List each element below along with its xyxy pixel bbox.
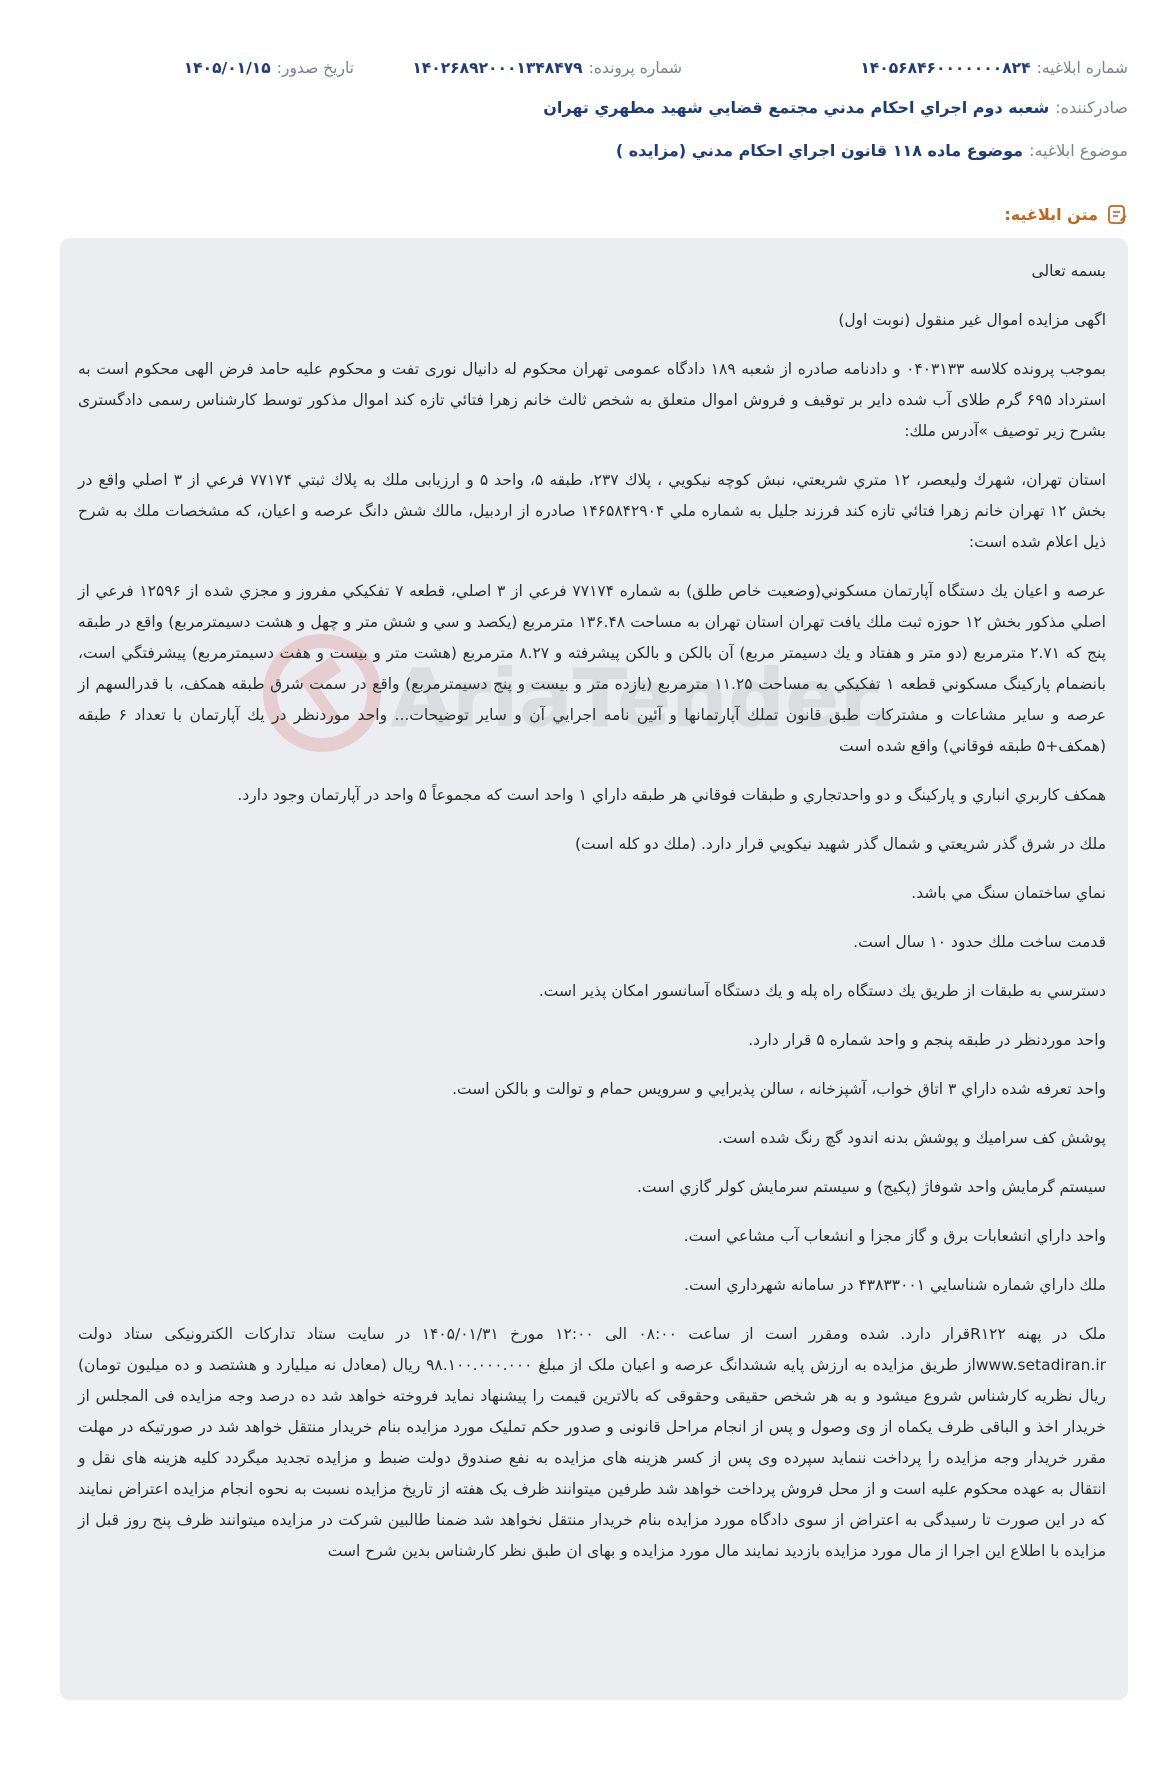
issuer-line <box>46 98 1128 117</box>
subject-value: موضوع ماده ۱۱۸ قانون اجراي احكام مدني (مزايده ) <box>615 141 1024 160</box>
paragraph: قدمت ساخت ملك حدود ۱۰ سال است. <box>853 933 1106 951</box>
document-icon <box>1106 203 1128 225</box>
notice-text-heading <box>1004 200 1128 228</box>
paragraph: بسمه تعالی <box>1031 262 1106 280</box>
paragraph: پوشش كف سراميك و پوشش بدنه اندود گچ رنگ شده است. <box>717 1129 1106 1147</box>
paragraph: سيستم گرمايش واحد شوفاژ (پكيج) و سيستم سرمايش كولر گازي است. <box>637 1178 1106 1196</box>
subject-line <box>46 141 1128 160</box>
notice-number-value: ۱۴۰۵۶۸۴۶۰۰۰۰۰۰۰۸۲۴ <box>860 59 1031 77</box>
paragraph: واحد داراي انشعابات برق و گاز مجزا و انشعاب آب مشاعي است. <box>683 1227 1106 1245</box>
watermark-text: AriaTender. <box>390 652 898 745</box>
notice-text-panel <box>60 238 1128 1700</box>
paragraph: واحد تعرفه شده داراي ۳ اتاق خواب، آشپزخانه ، سالن پذيرايي و سرويس حمام و توالت و بالكن است. <box>452 1080 1106 1098</box>
paragraph: استان تهران، شهرك وليعصر، ۱۲ متري شريعتي، نبش كوچه نيكويي ، پلاك ۲۳۷، طبقه ۵، واحد ۵ و ارزیابی ملك به پلاك ثبتي ۷۷۱۷۴ فرعي از ۳ اصلي واقع در بخش ۱۲ تهران خانم زهرا فتائي تازه كند فرزند جليل به شماره ملي ۱۴۶۵۸۴۲۹۰۴ صادره از اردبيل، مالك شش دانگ عرصه و اعيان، كه مشخصات ملك به شرح ذيل اعلام شده است: <box>78 471 1107 551</box>
paragraph: ملك در شرق گذر شريعتي و شمال گذر شهيد نيكويي قرار دارد. (ملك دو كله است) <box>574 835 1106 853</box>
issue-date <box>184 59 354 77</box>
paragraph: نماي ساختمان سنگ مي باشد. <box>911 884 1106 902</box>
paragraph: ملک در پهنه R۱۲۲قرار دارد. شده ومقرر است از ساعت ۰۸:۰۰ الی ۱۲:۰۰ مورخ ۱۴۰۵/۰۱/۳۱ در سایت ستاد تدارکات الکترونیکی ستاد دولت www.setadiran.irاز طریق مزایده به ارزش پایه ششدانگ عرصه و اعیان ملک از مبلغ ۹۸.۱۰۰.۰۰۰.۰۰۰ ریال (معادل نه میلیارد و هشتصد و ده میلیون تومان) ریال نظریه کارشناس شروع میشود و به هر شخص حقیقی وحقوقی که بالاترین قیمت را پیشنهاد نماید فروخته خواهد شد ده درصد وجه مزایده فی المجلس از خریدار اخذ و الباقی ظرف یکماه از وی وصول و پس از انجام مراحل قانونی و صدور حکم تملیک مورد مزایده بنام خریدار منتقل خواهد شد در صورتیکه در مهلت مقرر خریدار وجه مزایده را پرداخت ننماید سپرده وی پس از کسر هزینه های مزایده به نفع صندوق دولت ضبط و مزایده تجدید میگردد کلیه هزینه های نقل و انتقال به عهده محکوم علیه است و از محل فروش پرداخت خواهد شد طرفین میتوانند ظرف یک هفته از تاریخ مزایده نسبت به نحوه انجام مزایده اعتراض نمایند که در این صورت تا رسیدگی به اعتراض از سوی دادگاه مورد مزایده بنام خریدار منتقل نخواهد شد ضمنا طالبین شرکت در مزایده میتوانند ظرف پنج روز قبل از مزایده با اطلاع این اجرا از مال مورد مزایده بازدید نمایند مال مورد مزایده و بهای ان طبق نظر کارشناس بدین شرح است <box>78 1325 1107 1560</box>
case-number-value: ۱۴۰۲۶۸۹۲۰۰۰۱۳۴۸۴۷۹ <box>412 59 583 77</box>
paragraph: عرصه و اعيان يك دستگاه آپارتمان مسكوني(وضعيت خاص طلق) به شماره ۷۷۱۷۴ فرعي از ۳ اصلي، قطعه ۷ تفكيكي مفروز و مجزي شده از ۱۲۵۹۶ فرعي از اصلي مذكور بخش ۱۲ حوزه ثبت ملك يافت تهران استان تهران به مساحت ۱۳۶.۴۸ مترمربع (يكصد و سي و شش متر و چهل و هشت دسيمترمربع) واقع در طبقه پنج كه ۲.۷۱ مترمربع (دو متر و هفتاد و يك دسيمتر مربع) آن بالكن و بالكن پيشرفته و ۸.۲۷ مترمربع (هشت متر و بيست و هفت دسيمترمربع) پيشرفتگي است، بانضمام پاركينگ مسكوني قطعه ۱ تفكيكي به مساحت ۱۱.۲۵ مترمربع (يازده متر و بيست و پنج دسيمترمربع) واقع در سمت شرق طبقه همكف، با قدرالسهم از عرصه و ساير مشاعات و مشتركات طبق قانون تملك آپارتمانها و آئين نامه اجرايي آن و ساير توضيحات... واحد موردنظر در يك آپارتمان با تعداد ۶ طبقه (همكف+۵ طبقه فوقاني) واقع شده است <box>78 582 1107 755</box>
issue-date-label: تاريخ صدور: <box>276 59 354 77</box>
issuer-value: شعبه دوم اجراي احكام مدني مجتمع قضايي شهيد مطهري تهران <box>543 98 1050 117</box>
issue-date-value: ۱۴۰۵/۰۱/۱۵ <box>183 59 271 77</box>
notice-meta-row <box>46 52 1128 84</box>
paragraph: ملك داراي شماره شناسايي ۴۳۸۳۳۰۰۱ در سامانه شهرداري است. <box>684 1276 1106 1294</box>
paragraph: اگهی مزایده اموال غیر منقول (نوبت اول) <box>838 311 1106 329</box>
paragraph: واحد موردنظر در طبقه پنجم و واحد شماره ۵ قرار دارد. <box>748 1031 1106 1049</box>
notice-number-label: شماره ابلاغيه: <box>1036 59 1128 77</box>
case-number-label: شماره پرونده: <box>588 59 682 77</box>
issuer-label: صادرکننده: <box>1055 98 1128 117</box>
case-number <box>412 59 682 77</box>
subject-label: موضوع ابلاغيه: <box>1029 141 1128 160</box>
notice-number <box>860 59 1128 77</box>
paragraph: دسترسي به طبقات از طريق يك دستگاه راه پله و يك دستگاه آسانسور امكان پذير است. <box>538 982 1106 1000</box>
section-title: متن ابلاغيه: <box>1004 204 1098 224</box>
paragraph: همكف كاربري انباري و پاركينگ و دو واحدتجاري و طبقات فوقاني هر طبقه داراي ۱ واحد است كه مجموعاً ۵ واحد در آپارتمان وجود دارد. <box>237 786 1106 804</box>
paragraph: بموجب پرونده کلاسه ۰۴۰۳۱۳۳ و دادنامه صادره از شعبه ۱۸۹ دادگاه عمومی تهران محکوم له دانیال نوری تفت و محکوم علیه حامد فرض الهی محکوم است به استرداد ۶۹۵ گرم طلای آب شده دایر بر توقیف و فروش اموال متعلق به شخص ثالث خانم زهرا فتائي تازه کند اموال مذکور توسط کارشناس رسمی دادگستری بشرح زیر توصیف »آدرس ملك: <box>78 360 1107 440</box>
